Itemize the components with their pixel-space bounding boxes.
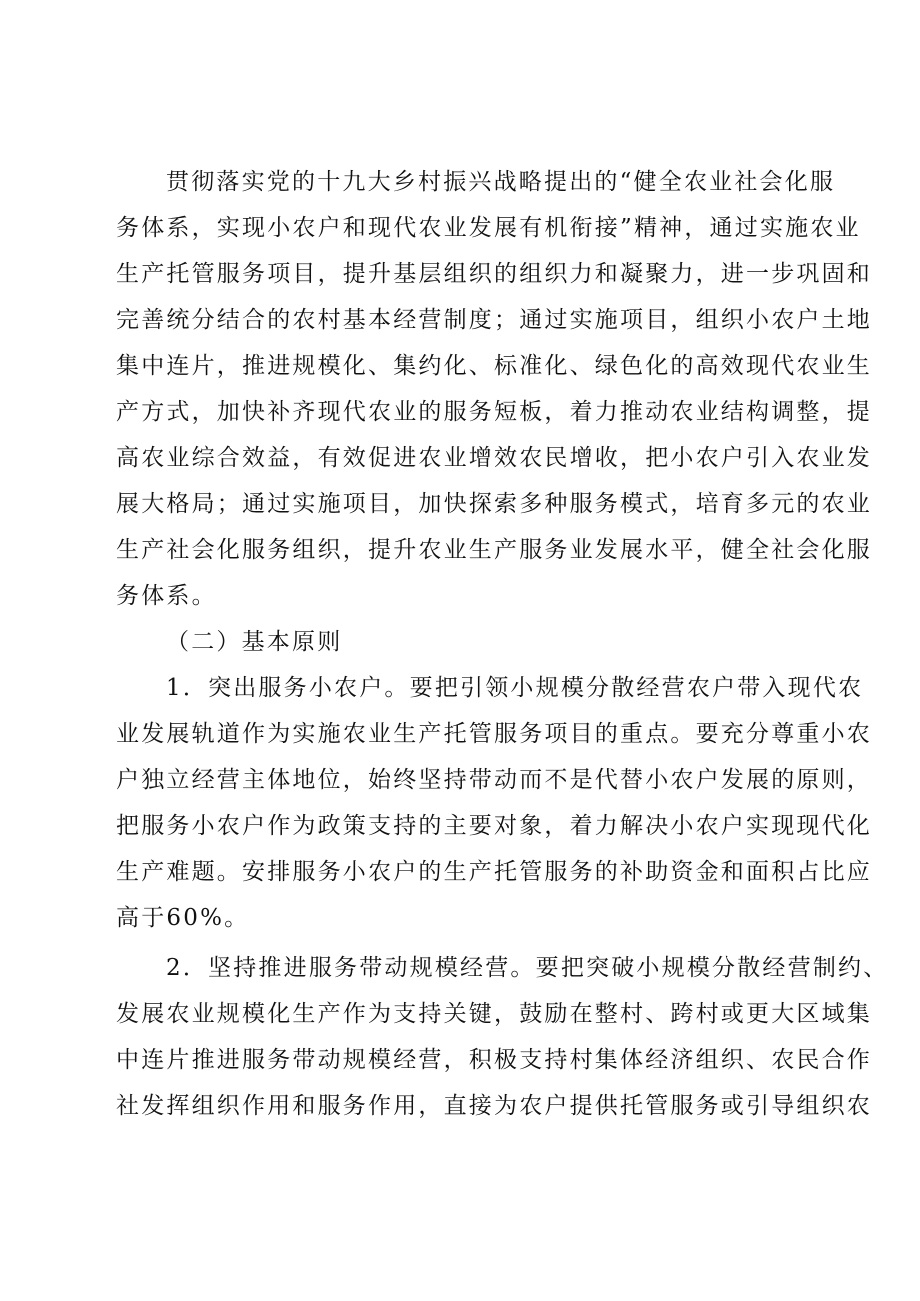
section-heading: （二）基本原则 bbox=[166, 629, 343, 655]
text-line: 贯彻落实党的十九大乡村振兴战略提出的“健全农业社会化服 bbox=[166, 169, 836, 195]
text-line: 生产社会化服务组织，提升农业生产服务业发展水平，健全社会化服 bbox=[116, 537, 872, 563]
text-line: 产方式，加快补齐现代农业的服务短板，着力推动农业结构调整，提 bbox=[116, 399, 872, 425]
text-line: 社发挥组织作用和服务作用，直接为农户提供托管服务或引导组织农 bbox=[116, 1093, 872, 1119]
text-line: 中连片推进服务带动规模经营，积极支持村集体经济组织、农民合作 bbox=[116, 1047, 872, 1073]
text-line: 务体系。 bbox=[116, 583, 217, 609]
text-line: 高农业综合效益，有效促进农业增效农民增收，把小农户引入农业发 bbox=[116, 445, 872, 471]
text-line: 1．突出服务小农户。要把引领小规模分散经营农户带入现代农 bbox=[166, 675, 864, 701]
text-line: 把服务小农户作为政策支持的主要对象，着力解决小农户实现现代化 bbox=[116, 813, 872, 839]
text-line: 高于60%。 bbox=[116, 905, 250, 931]
text-line: 生产难题。安排服务小农户的生产托管服务的补助资金和面积占比应 bbox=[116, 859, 872, 885]
text-line: 务体系，实现小农户和现代农业发展有机衔接”精神，通过实施农业 bbox=[116, 215, 861, 241]
text-line: 发展农业规模化生产作为支持关键，鼓励在整村、跨村或更大区域集 bbox=[116, 1001, 872, 1027]
text-line: 业发展轨道作为实施农业生产托管服务项目的重点。要充分尊重小农 bbox=[116, 721, 872, 747]
text-line: 生产托管服务项目，提升基层组织的组织力和凝聚力，进一步巩固和 bbox=[116, 261, 872, 287]
text-line: 集中连片，推进规模化、集约化、标准化、绿色化的高效现代农业生 bbox=[116, 353, 872, 379]
text-line: 展大格局；通过实施项目，加快探索多种服务模式，培育多元的农业 bbox=[116, 491, 872, 517]
text-line: 户独立经营主体地位，始终坚持带动而不是代替小农户发展的原则， bbox=[116, 767, 872, 793]
text-line: 完善统分结合的农村基本经营制度；通过实施项目，组织小农户土地 bbox=[116, 307, 872, 333]
text-line: 2．坚持推进服务带动规模经营。要把突破小规模分散经营制约、 bbox=[166, 955, 889, 981]
